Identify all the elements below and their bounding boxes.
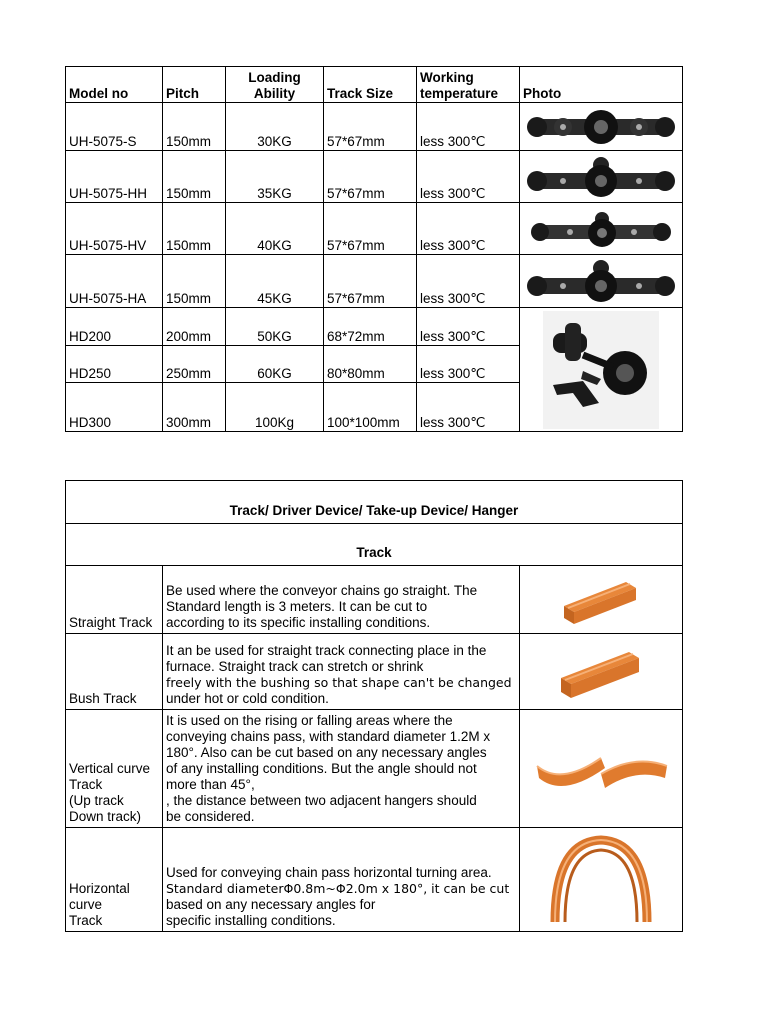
specs-header-row (66, 67, 683, 103)
track-name: Straight Track (66, 566, 163, 634)
horizontal-curve-track-photo (520, 828, 683, 932)
table-row (66, 151, 683, 203)
track-name: Vertical curve Track (Up track Down track) (66, 710, 163, 828)
section-subtitle: Track (66, 524, 683, 566)
track-description (163, 634, 520, 710)
description-line: based on any necessary angles for (166, 897, 376, 912)
description-line: Standard length is 3 meters. It can be cut to (166, 599, 428, 614)
track-description (163, 828, 520, 932)
model-cell: UH-5075-HA (66, 255, 163, 308)
chain-photo (520, 103, 683, 151)
model-cell: UH-5075-S (66, 103, 163, 151)
description-line: under hot or cold condition. (166, 691, 329, 706)
straight-track-photo (520, 566, 683, 634)
track-size-cell: 57*67mm (324, 103, 417, 151)
description-line: freely with the bushing so that shape can't be changed (166, 675, 512, 690)
temperature-cell: less 300℃ (417, 383, 520, 432)
description-line: specific installing conditions. (166, 913, 336, 928)
track-size-cell: 57*67mm (324, 151, 417, 203)
model-cell: UH-5075-HH (66, 151, 163, 203)
pitch-cell: 150mm (163, 103, 226, 151)
bush-track-photo (520, 634, 683, 710)
track-size-cell: 80*80mm (324, 346, 417, 383)
description-line: conveying chains pass, with standard diameter 1.2M x (166, 729, 491, 744)
load-cell: 50KG (226, 308, 324, 346)
description-line: furnace. Straight track can stretch or shrink (166, 659, 424, 674)
table-row (66, 103, 683, 151)
model-cell: UH-5075-HV (66, 203, 163, 255)
description-line: , the distance between two adjacent hangers should (166, 793, 477, 808)
description-line: be considered. (166, 809, 255, 824)
description-line: Be used where the conveyor chains go straight. The (166, 583, 478, 598)
pitch-cell: 150mm (163, 151, 226, 203)
chain-photo (520, 151, 683, 203)
model-cell: HD250 (66, 346, 163, 383)
temperature-cell: less 300℃ (417, 308, 520, 346)
track-name: Bush Track (66, 634, 163, 710)
header-track-size: Track Size (324, 67, 417, 103)
description-line: Standard diameterΦ0.8m~Φ2.0m x 180°, it can be cut (166, 881, 510, 896)
description-line: Used for conveying chain pass horizontal turning area. (166, 865, 492, 880)
track-table (65, 480, 683, 932)
description-line: It is used on the rising or falling areas where the (166, 713, 453, 728)
temperature-cell: less 300℃ (417, 103, 520, 151)
table-row (66, 634, 683, 710)
pitch-cell: 250mm (163, 346, 226, 383)
model-cell: HD300 (66, 383, 163, 432)
track-description (163, 566, 520, 634)
track-description (163, 710, 520, 828)
header-loading: Loading Ability (226, 67, 324, 103)
chain-photo (520, 255, 683, 308)
track-name: Horizontal curve Track (66, 828, 163, 932)
track-title-row (66, 481, 683, 524)
description-line: according to its specific installing conditions. (166, 615, 431, 630)
hanger-photo (520, 308, 683, 432)
track-size-cell: 68*72mm (324, 308, 417, 346)
load-cell: 100Kg (226, 383, 324, 432)
table-row (66, 308, 683, 346)
description-line: more than 45°, (166, 777, 255, 792)
header-model: Model no (66, 67, 163, 103)
header-temperature: Working temperature (417, 67, 520, 103)
table-row (66, 203, 683, 255)
specs-table (65, 66, 683, 432)
description-line: of any installing conditions. But the angle should not (166, 761, 477, 776)
table-row (66, 566, 683, 634)
header-pitch: Pitch (163, 67, 226, 103)
load-cell: 60KG (226, 346, 324, 383)
temperature-cell: less 300℃ (417, 151, 520, 203)
table-row (66, 828, 683, 932)
pitch-cell: 300mm (163, 383, 226, 432)
pitch-cell: 150mm (163, 203, 226, 255)
load-cell: 45KG (226, 255, 324, 308)
track-size-cell: 57*67mm (324, 255, 417, 308)
vertical-curve-track-photo (520, 710, 683, 828)
track-subtitle-row (66, 524, 683, 566)
track-size-cell: 57*67mm (324, 203, 417, 255)
pitch-cell: 150mm (163, 255, 226, 308)
pitch-cell: 200mm (163, 308, 226, 346)
model-cell: HD200 (66, 308, 163, 346)
chain-photo (520, 203, 683, 255)
temperature-cell: less 300℃ (417, 346, 520, 383)
temperature-cell: less 300℃ (417, 203, 520, 255)
description-line: It an be used for straight track connecting place in the (166, 643, 487, 658)
temperature-cell: less 300℃ (417, 255, 520, 308)
description-line: 180°. Also can be cut based on any necessary angles (166, 745, 487, 760)
load-cell: 30KG (226, 103, 324, 151)
load-cell: 35KG (226, 151, 324, 203)
section-title: Track/ Driver Device/ Take-up Device/ Hanger (66, 481, 683, 524)
track-size-cell: 100*100mm (324, 383, 417, 432)
header-photo: Photo (520, 67, 683, 103)
table-row (66, 710, 683, 828)
load-cell: 40KG (226, 203, 324, 255)
table-row (66, 255, 683, 308)
